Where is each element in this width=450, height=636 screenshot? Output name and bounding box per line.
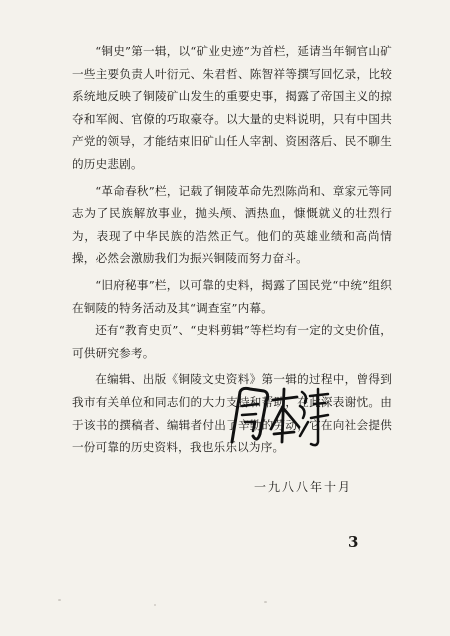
handwritten-signature xyxy=(224,384,332,448)
paragraph-acknowledgements: 在编辑、出版《铜陵文史资料》第一辑的过程中，曾得到我市有关单位和同志们的大力支持和帮助，在此深表谢忱。由于该书的撰稿者、编辑者付出了辛勤的劳动，它在向社会提供一份可靠的历史资料，我也乐乐以为序。 xyxy=(72,372,392,455)
scan-speck xyxy=(154,604,156,606)
scan-speck xyxy=(264,601,267,603)
paragraph-mining-history: “铜史”第一辑，以“矿业史迹”为首栏，延请当年铜官山矿一些主要负责人叶衍元、朱君哲、陈智祥等撰写回忆录，比较系统地反映了铜陵矿山发生的重要史事，揭露了帝国主义的掠夺和军阀、官僚的巧取豪夺。以大量的史料说明，只有中国共产党的领导，才能结束旧矿山任人宰割、资困落后、民不聊生的历史悲剧。 xyxy=(72,44,392,171)
paragraph-revolution-annals: “革命春秋”栏，记载了铜陵革命先烈陈尚和、章家元等同志为了民族解放事业，抛头颅、洒热血，慷慨就义的壮烈行为，表现了中华民族的浩然正气。他们的英雄业绩和高尚情操，必然会激励我们为振兴铜陵而努力奋斗。 xyxy=(72,183,392,266)
scan-speck xyxy=(58,599,61,601)
paragraph-other-columns: 还有“教育史页”、“史料剪辑”等栏均有一定的文史价值，可供研究参考。 xyxy=(72,323,392,360)
paragraph-old-government-secrets: “旧府秘事”栏，以可靠的史料，揭露了国民党“中统”组织在铜陵的特务活动及其“调查室”内幕。 xyxy=(72,277,392,315)
page-number: 3 xyxy=(348,533,359,551)
preface-date: 一九八八年十月 xyxy=(254,480,353,494)
